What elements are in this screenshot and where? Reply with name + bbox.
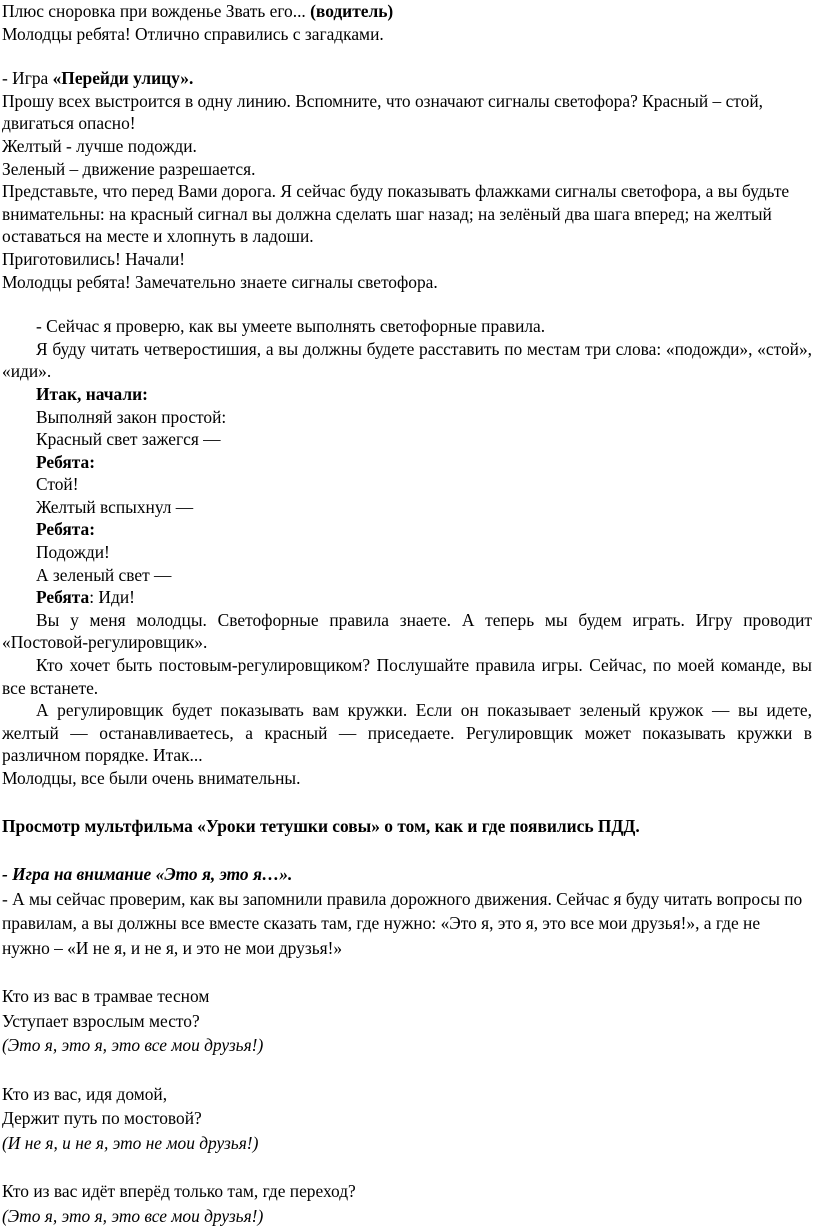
question-line: Кто из вас, идя домой,: [2, 1083, 168, 1104]
verse-line: Желтый вспыхнул —: [36, 496, 194, 517]
riddle-line: [2, 0, 812, 23]
answer-line: (Это я, это я, это все мои друзья!): [2, 1035, 264, 1056]
answer-line: (Это я, это я, это все мои друзья!): [2, 1205, 264, 1226]
riddle-answer: (водитель): [310, 1, 394, 21]
game-title-attention: - Игра на внимание «Это я, это я…».: [2, 864, 293, 885]
answer-line: (И не я, и не я, это не мои друзья!): [2, 1132, 259, 1153]
cartoon-heading: Просмотр мультфильма «Уроки тетушки совы» о том, как и где появились ПДД.: [2, 815, 640, 836]
riddle-text: Плюс сноровка при вожденье Звать его...: [2, 1, 311, 21]
road-paragraph: Представьте, что перед Вами дорога. Я сейчас буду показывать флажками сигналы светофора, а вы будьте внимательны: на красный сигнал вы должна сделать шаг назад; на зелёный два шага вперед; на желтый оставаться на месте и хлопнуть в ладоши.: [2, 181, 790, 247]
kids-label: Ребята:: [36, 451, 96, 472]
question-line: Кто из вас идёт вперёд только там, где переход?: [2, 1181, 356, 1202]
check-paragraph: - Сейчас я проверю, как вы умеете выполнять светофорные правила.: [36, 316, 546, 337]
start-line: Итак, начали:: [36, 383, 148, 404]
traffic-rules-paragraph: Вы у меня молодцы. Светофорные правила знаете. А теперь мы будем играть. Игру проводит «Постовой-регулировщик».: [2, 609, 812, 653]
verse-line: Красный свет зажегся —: [36, 429, 221, 450]
verse-line: А зеленый свет —: [36, 564, 172, 585]
rules-paragraph: - А мы сейчас проверим, как вы запомнили правила дорожного движения. Сейчас я буду читать вопросы по правилам, а вы должны все вместе сказать там, где нужно: «Это я, это я, это все мои друзья!», а где не нужно – «И не я, и не я, и это не мои друзья!»: [2, 888, 803, 958]
verse-line: Стой!: [36, 474, 79, 495]
praise-line: Молодцы ребята! Отлично справились с загадками.: [2, 23, 384, 44]
lineup-paragraph: Прошу всех выстроится в одну линию. Вспомните, что означают сигналы светофора? Красный – стой, двигаться опасно!: [2, 90, 764, 134]
read-paragraph: Я буду читать четверостишия, а вы должны будете расставить по местам три слова: «подожди», «стой», «иди».: [2, 338, 812, 382]
green-line: Зеленый – движение разрешается.: [2, 158, 256, 179]
who-paragraph: Кто хочет быть постовым-регулировщиком? Послушайте правила игры. Сейчас, по моей команде, вы все встанете.: [2, 655, 812, 698]
lower-section: [2, 814, 812, 1228]
regulator-paragraph: А регулировщик будет показывать вам кружки. Если он показывает зеленый кружок — вы идете, желтый — останавливаетесь, а красный — приседаете. Регулировщик может показывать кружки в различном порядке. Итак...: [2, 700, 812, 766]
verse-line: Подожди!: [36, 542, 110, 563]
verse-line: Выполняй закон простой:: [36, 406, 227, 427]
kids-label: Ребята:: [36, 519, 96, 540]
ready-line: Приготовились! Начали!: [2, 248, 186, 269]
game-title-cross-street: - Игра «Перейди улицу».: [2, 68, 194, 89]
question-line: Уступает взрослым место?: [2, 1010, 200, 1031]
kids-answer-line: Ребята: Иди!: [36, 587, 135, 608]
attentive-line: Молодцы, все были очень внимательны.: [2, 768, 301, 788]
well-done-line: Молодцы ребята! Замечательно знаете сигналы светофора.: [2, 271, 438, 292]
question-line: Кто из вас в трамвае тесном: [2, 986, 210, 1007]
yellow-line: Желтый - лучше подожди.: [2, 135, 197, 156]
question-line: Держит путь по мостовой?: [2, 1108, 202, 1129]
